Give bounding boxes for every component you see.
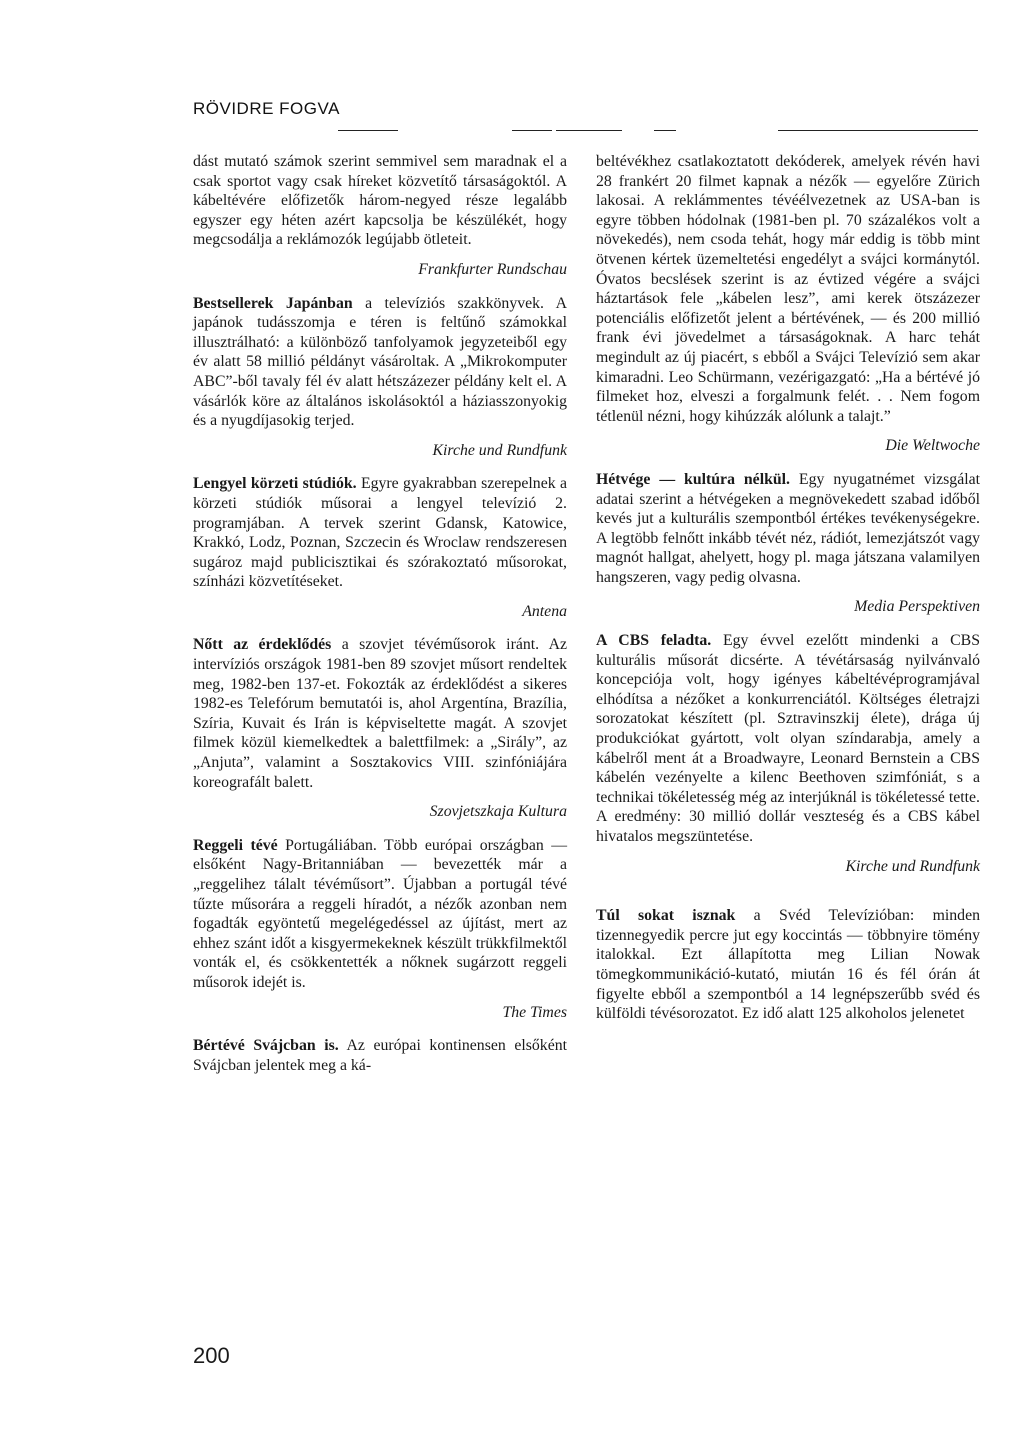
article-source: Media Perspektiven bbox=[854, 598, 980, 616]
article-pay-tv-switzerland bbox=[193, 1036, 567, 1075]
article-weekend-culture bbox=[596, 470, 980, 588]
article-text: Egy nyugatnémet vizsgálat adatai szerint a hétvégeken a megnövekedett szabad időből kevés jut a kulturális szempontból értékes tevékenységekre. A legtöbb felnőtt inkább tévét néz, rádiót, lemezjátszót vagy magnót hallgat, ahelyett, hogy pl. maga játszana valamilyen hangszeren, vagy pedig olvasna. bbox=[596, 470, 980, 586]
article-heading: Túl sokat isznak bbox=[596, 907, 736, 925]
left-column bbox=[193, 152, 567, 1075]
article-text: Portugáliában. Több európai országban — elsőként Nagy-Britanniában — bevezették már a „reggelihez tálalt tévéműsort”. Újabban a portugál tévé tűzte műsorára a reggeli híradót, a nézők azonban nem fogadták egyöntetű megelégedéssel az újítást, mert az ehhez szánt időt a kisgyermekeknek készült trükkfilmektől vonták el, és csökkentették a nőknek sugárzott reggeli műsorok idejét is. bbox=[193, 836, 567, 991]
article-source: Frankfurter Rundschau bbox=[418, 260, 567, 278]
article-text: Egy évvel ezelőtt mindenki a CBS kulturális műsorát dicsérte. A tévétársaság nyilvánvaló koncepciója volt, hogy igényes kábeltévéprogramjával elhódítsa a nézőket a konkurrenciától. Költséges életrajzi sorozatokat készített (pl. Sztravinszkij élete), drága új produkciókat gyártott, volt olyan színdarabja, amely a kábelről ment át a Broadwayre, Leonard Bernstein a CBS kábelén vezényelte a kilenc Beethoven szimfóniát, s a technikai tökéletesség még az interjúknál is tökéletessé tette. A eredmény: 30 millió dollár veszteség és a CBS kábel hivatalos megszüntetése. bbox=[596, 632, 980, 845]
article-source: Antena bbox=[522, 602, 567, 620]
article-polish-studios bbox=[193, 474, 567, 592]
article-cbs bbox=[596, 631, 980, 847]
header-rule bbox=[778, 130, 978, 131]
article-source: Kirche und Rundfunk bbox=[845, 857, 980, 875]
article-heading: Hétvége — kultúra nélkül. bbox=[596, 470, 790, 488]
article-text: dást mutató számok szerint semmivel sem maradnak el a csak sportot vagy csak híreket közvetítő társaságoktól. A kábeltévére előfizetők három-negyed része legalább egyszer egy héten azért kapcsolja be készülékét, hogy megcsodálja a reklámozók legújabb ötleteit. bbox=[193, 153, 567, 249]
header-rule bbox=[512, 130, 552, 131]
header-rule bbox=[556, 130, 622, 131]
article-text: a televíziós szakkönyvek. A japánok tudásszomja e téren is feltűnő számokkal illusztrálható: a különböző tanfolyamok jegyzeteiből egy év alatt 58 millió példányt vásároltak. A „Mikrokomputer ABC”-ből tavaly fél év alatt hétszázezer példány kelt el. A vásárlók köre az általános iskolásoktól a háziasszonyokig és a nyugdíjasokig terjed. bbox=[193, 294, 567, 430]
article-source: Szovjetszkaja Kultura bbox=[429, 803, 567, 821]
right-column bbox=[596, 152, 980, 1024]
page-number: 200 bbox=[193, 1343, 230, 1368]
article-continuation bbox=[596, 152, 980, 426]
article-heading: Lengyel körzeti stúdiók. bbox=[193, 475, 357, 493]
header-rule bbox=[654, 130, 676, 131]
article-text: Az európai kontinensen elsőként Svájcban jelentek meg a ká- bbox=[193, 1037, 567, 1074]
article-heading: Reggeli tévé bbox=[193, 836, 278, 854]
section-header: RÖVIDRE FOGVA bbox=[193, 99, 340, 118]
article-source: Die Weltwoche bbox=[885, 437, 980, 455]
article-source: Kirche und Rundfunk bbox=[432, 441, 567, 459]
article-text: a Svéd Televízióban: minden tizennegyedik percre jut egy koccintás — többnyire tömény italokkal. Ezt állapította meg Lilian Nowak tömegkommunikáció-kutató, miután 16 és fél órán át figyelte ebből a szempontból a 14 legnépszerűbb svéd és külföldi tévésorozatot. Ez idő alatt 125 alkoholos jelenetet bbox=[596, 907, 980, 1023]
article-text: a szovjet tévéműsorok iránt. Az intervíziós országok 1981-ben 89 szovjet műsort rendeltek meg, 1982-ben 137-et. Fokozták az érdeklődést a sikeres 1982-es Telefórum bemutatói is, ahol Argentína, Brazília, Szíria, Kuvait és Irán is képviseltette magát. A szovjet filmek közül kiemelkedtek a balettfilmek: a „Sirály”, az „Anjuta”, valamint a Sosztakovics VIII. szinfóniájára koreografált balett. bbox=[193, 636, 567, 791]
article-heading: A CBS feladta. bbox=[596, 632, 712, 650]
article-swedish-drinking bbox=[596, 906, 980, 1024]
header-rule bbox=[338, 130, 398, 131]
article-heading: Bértévé Svájcban is. bbox=[193, 1037, 339, 1055]
article-source: The Times bbox=[502, 1003, 567, 1021]
article-text: Egyre gyakrabban szerepelnek a körzeti stúdiók műsorai a lengyel televízió 2. programjában. A tervek szerint Gdansk, Katowice, Krakkó, Lodz, Poznan, Szczecin és Wroclaw rendszeresen sugároz majd publicisztikai és szórakoztató műsorokat, színházi közvetítéseket. bbox=[193, 475, 567, 591]
article-soviet-programs bbox=[193, 635, 567, 792]
article-text: beltévékhez csatlakoztatott dekóderek, amelyek révén havi 28 frankért 20 filmet kapnak a nézők — egyelőre Zürich lakosai. A reklámmentes tévéélvezetnek az USA-ban is egyre többen hódolnak (1981-ben pl. 70 százalékos volt a növekedés), nem csoda tehát, hogy már eddig is több mint ötvenen kértek üzemeltetési engedélyt a svájci kormánytól. Óvatos becslések szerint is az évtized végére a svájci háztartások fele „kábelen lesz”, ami kerek ötszázezer potenciális előfizetőt jelent a bértévének, — és 200 millió frank évi jövedelmet a társaságoknak. A harc tehát megindult az új piacért, s ebből a Svájci Televízió sem akar kimaradni. Leo Schürmann, vezérigazgató: „Ha a bértévé jó filmeket hoz, elveszi a forgalmunk felét. . . Nem fogom tétlenül nézni, hogy kihúzzák alólunk a talajt.” bbox=[596, 153, 980, 425]
article-continuation bbox=[193, 152, 567, 250]
article-heading: Bestsellerek Japánban bbox=[193, 294, 353, 312]
article-heading: Nőtt az érdeklődés bbox=[193, 636, 332, 654]
article-breakfast-tv bbox=[193, 836, 567, 993]
article-bestsellers-japan bbox=[193, 294, 567, 431]
